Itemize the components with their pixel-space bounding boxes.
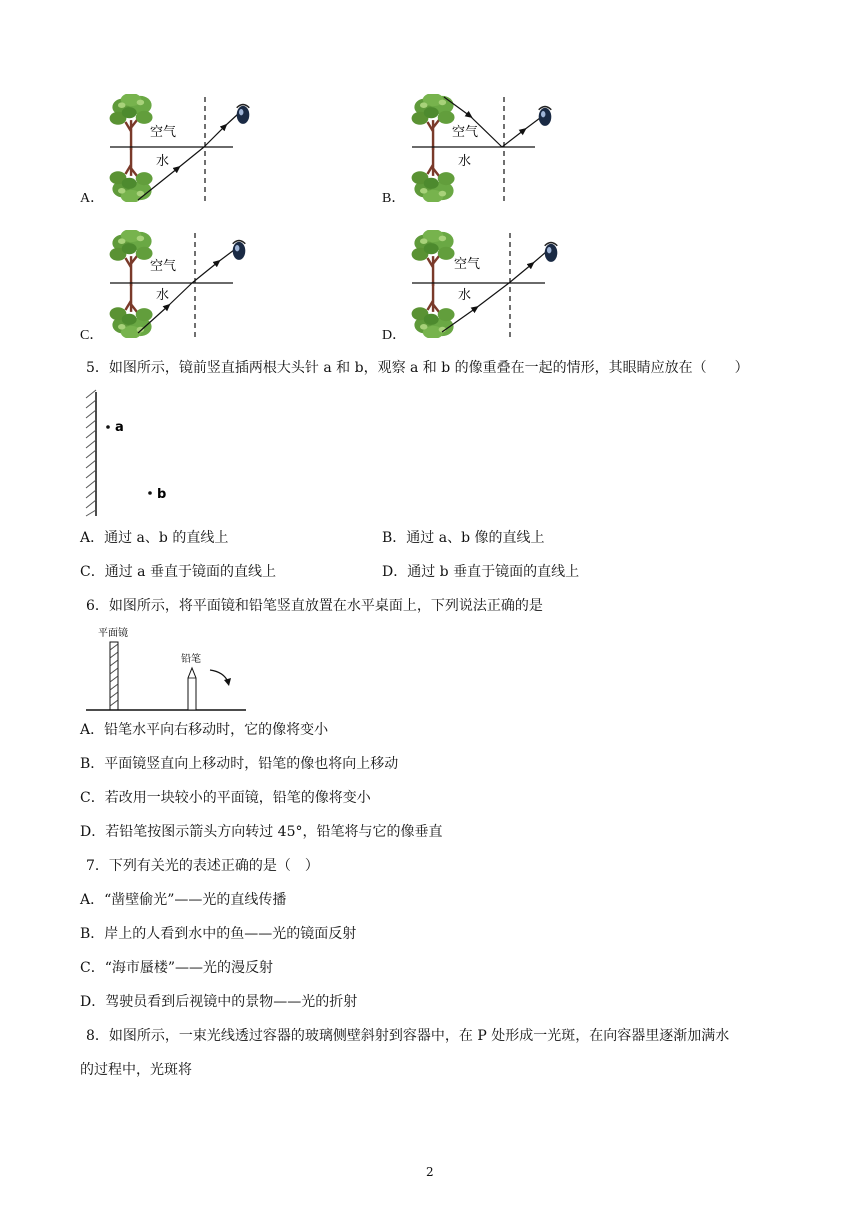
q7-option-b: B．岸上的人看到水中的鱼——光的镜面反射 [80, 926, 357, 942]
pin-b-dot [148, 491, 152, 495]
q4-figure-b [382, 92, 642, 207]
tree-icon [412, 93, 455, 150]
water-label: 水 [458, 154, 472, 169]
tree-icon [110, 93, 153, 150]
pencil-icon [188, 668, 196, 710]
refraction-diagram-a [100, 92, 340, 207]
refraction-diagram-c [100, 228, 340, 343]
eye-icon [233, 241, 246, 260]
option-label-b: B． [382, 191, 406, 206]
q6-mirror-pencil-figure [84, 624, 254, 716]
tree-icon [412, 229, 455, 286]
eye-icon [545, 243, 558, 262]
pin-a-dot [106, 425, 110, 429]
q5-option-c: C．通过 a 垂直于镜面的直线上 [80, 564, 276, 580]
air-label: 空气 [454, 257, 481, 272]
q7-option-c: C．“海市蜃楼”——光的漫反射 [80, 960, 274, 976]
q4-figure-d [382, 228, 642, 343]
air-label: 空气 [150, 259, 177, 274]
q8-question-line2: 的过程中，光斑将 [80, 1062, 192, 1078]
page-number: 2 [426, 1165, 434, 1179]
q7-question: 7．下列有关光的表述正确的是（ ） [86, 858, 319, 874]
q6-option-b: B．平面镜竖直向上移动时，铅笔的像也将向上移动 [80, 756, 399, 772]
mirror-label: 平面镜 [98, 628, 128, 639]
eye-icon [237, 105, 250, 124]
q4-figure-a [80, 92, 340, 207]
q5-mirror-pins-figure [84, 388, 174, 520]
eye-icon [539, 107, 552, 126]
q8-question-line1: 8．如图所示，一束光线透过容器的玻璃侧壁斜射到容器中，在 P 处形成一光斑，在向容器里逐渐加满水 [86, 1028, 730, 1044]
q4-figure-c [80, 228, 340, 343]
q6-option-a: A．铅笔水平向右移动时，它的像将变小 [80, 722, 329, 738]
refraction-diagram-d [402, 228, 642, 343]
water-label: 水 [458, 288, 472, 303]
q5-option-b: B．通过 a、b 像的直线上 [382, 530, 545, 546]
option-label-c: C． [80, 328, 104, 343]
air-label: 空气 [150, 125, 177, 140]
water-label: 水 [156, 154, 170, 169]
pencil-label: 铅笔 [181, 654, 201, 665]
option-label-d: D． [382, 328, 407, 343]
pin-a-label: a [115, 420, 124, 435]
q6-question: 6．如图所示，将平面镜和铅笔竖直放置在水平桌面上，下列说法正确的是 [86, 598, 543, 614]
water-label: 水 [156, 288, 170, 303]
refraction-diagram-b [402, 92, 642, 207]
tree-icon [110, 229, 153, 286]
q6-option-c: C．若改用一块较小的平面镜，铅笔的像将变小 [80, 790, 371, 806]
q5-question: 5．如图所示，镜前竖直插两根大头针 a 和 b，观察 a 和 b 的像重叠在一起的情形，其眼睛应放在（ ） [86, 360, 749, 376]
q7-option-d: D．驾驶员看到后视镜中的景物——光的折射 [80, 994, 358, 1010]
q6-option-d: D．若铅笔按图示箭头方向转过 45°，铅笔将与它的像垂直 [80, 824, 443, 840]
pin-b-label: b [157, 487, 167, 502]
q7-option-a: A．“凿壁偷光”——光的直线传播 [80, 892, 287, 908]
q5-option-d: D．通过 b 垂直于镜面的直线上 [382, 564, 580, 580]
air-label: 空气 [452, 125, 479, 140]
option-label-a: A． [80, 191, 105, 206]
q5-option-a: A．通过 a、b 的直线上 [80, 530, 229, 546]
